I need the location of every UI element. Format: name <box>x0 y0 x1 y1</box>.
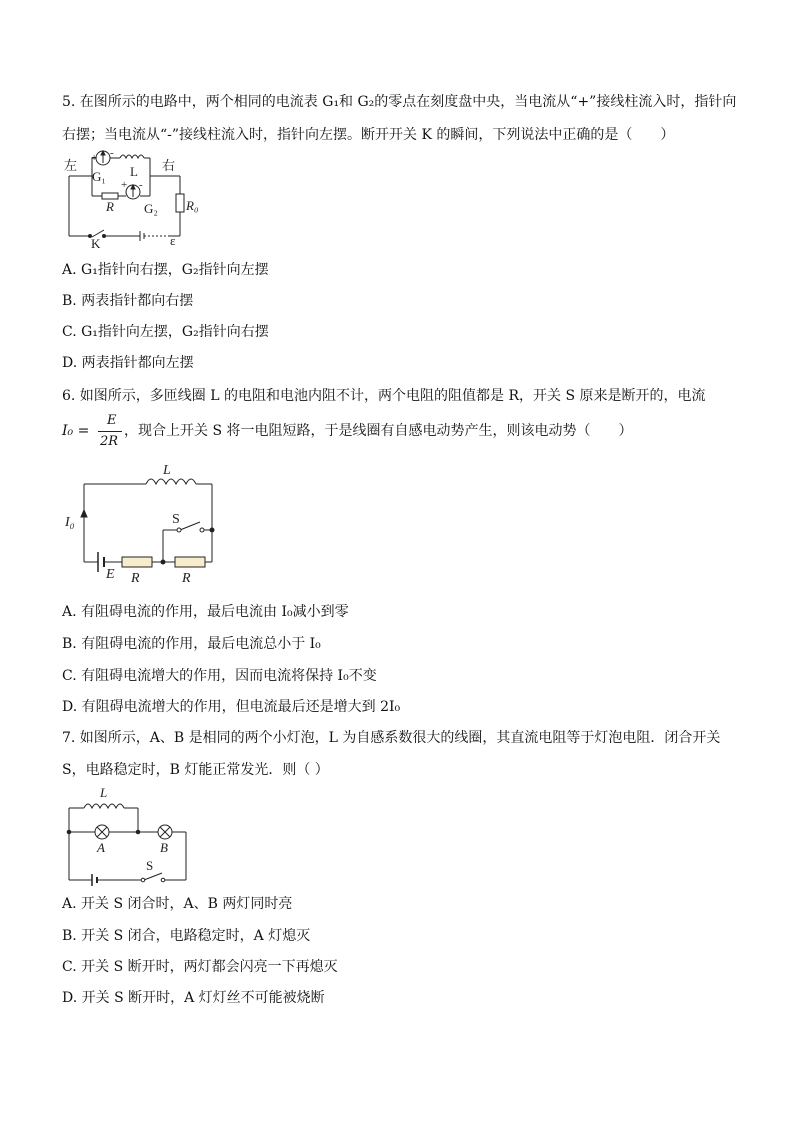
q5-label-minus-g1: - <box>110 148 114 159</box>
q7-circuit-diagram <box>62 784 197 889</box>
q5-label-plus-g2: + <box>121 179 128 191</box>
q7-label-b: B <box>160 840 168 855</box>
q5-stem-line2: 右摆；当电流从“-”接线柱流入时，指针向左摆。断开开关 K 的瞬间，下列说法中正确的是（ ） <box>62 127 675 143</box>
q7-option-a: A. 开关 S 闭合时，A、B 两灯同时亮 <box>62 896 293 912</box>
q6-label-i0: I₀ <box>65 515 75 530</box>
q5-option-b: B. 两表指针都向右摆 <box>62 293 194 309</box>
q5-label-right: 右 <box>162 158 176 173</box>
q7-option-d: D. 开关 S 断开时，A 灯灯丝不可能被烧断 <box>62 990 325 1006</box>
q6-stem-line2: ，现合上开关 S 将一电阻短路，于是线圈有自感电动势产生，则该电动势（ ） <box>124 423 633 439</box>
q7-label-a: A <box>97 840 105 855</box>
q6-formula-lhs: I₀ = <box>62 423 90 439</box>
q5-label-emf: ε <box>170 233 176 248</box>
q5-label-minus-g2: - <box>139 179 143 191</box>
q7-label-l: L <box>100 785 108 800</box>
q5-option-a: A. G₁指针向右摆，G₂指针向左摆 <box>62 262 269 278</box>
q7-option-b: B. 开关 S 闭合，电路稳定时，A 灯熄灭 <box>62 928 311 944</box>
q5-label-plus-g1: + <box>91 152 98 164</box>
q6-label-r1: R <box>131 571 140 586</box>
q7-option-c: C. 开关 S 断开时，两灯都会闪亮一下再熄灭 <box>62 959 338 975</box>
q6-formula-numerator: E <box>107 413 117 428</box>
q5-stem-line1: 5. 在图所示的电路中，两个相同的电流表 G₁和 G₂的零点在刻度盘中央，当电流从“+”接线柱流入时，指针向 <box>62 94 737 110</box>
q5-label-r: R <box>106 199 114 214</box>
q5-label-g1: G₁ <box>92 169 106 184</box>
q6-label-r2: R <box>182 571 191 586</box>
q6-label-e: E <box>106 567 115 582</box>
q5-label-left: 左 <box>64 158 78 173</box>
q6-label-s: S <box>172 512 180 527</box>
q6-circuit-diagram <box>62 460 222 590</box>
q7-stem-line2: S，电路稳定时，B 灯能正常发光．则（ ） <box>62 762 329 778</box>
q6-stem-line1: 6. 如图所示，多匝线圈 L 的电阻和电池内阻不计，两个电阻的阻值都是 R，开关 S 原来是断开的，电流 <box>62 388 706 404</box>
q5-label-g2: G₂ <box>144 201 158 216</box>
q5-label-k: K <box>91 236 101 248</box>
q5-option-d: D. 两表指针都向左摆 <box>62 355 194 371</box>
q7-stem-line1: 7. 如图所示，A、B 是相同的两个小灯泡，L 为自感系数很大的线圈，其直流电阻等于灯泡电阻．闭合开关 <box>62 730 721 746</box>
q6-formula-denominator: 2R <box>100 434 119 449</box>
q6-option-a: A. 有阻碍电流的作用，最后电流由 I₀减小到零 <box>62 604 349 620</box>
q6-option-b: B. 有阻碍电流的作用，最后电流总小于 I₀ <box>62 636 321 652</box>
q6-option-c: C. 有阻碍电流增大的作用，因而电流将保持 I₀不变 <box>62 668 377 684</box>
q5-option-c: C. G₁指针向左摆，G₂指针向右摆 <box>62 324 269 340</box>
q6-label-l: L <box>163 463 171 478</box>
q5-circuit-diagram <box>62 148 212 248</box>
q6-option-d: D. 有阻碍电流增大的作用，但电流最后还是增大到 2I₀ <box>62 699 401 715</box>
q5-label-r0: R₀ <box>186 198 199 213</box>
q7-label-s: S <box>146 858 154 873</box>
q5-label-l: L <box>130 164 138 179</box>
